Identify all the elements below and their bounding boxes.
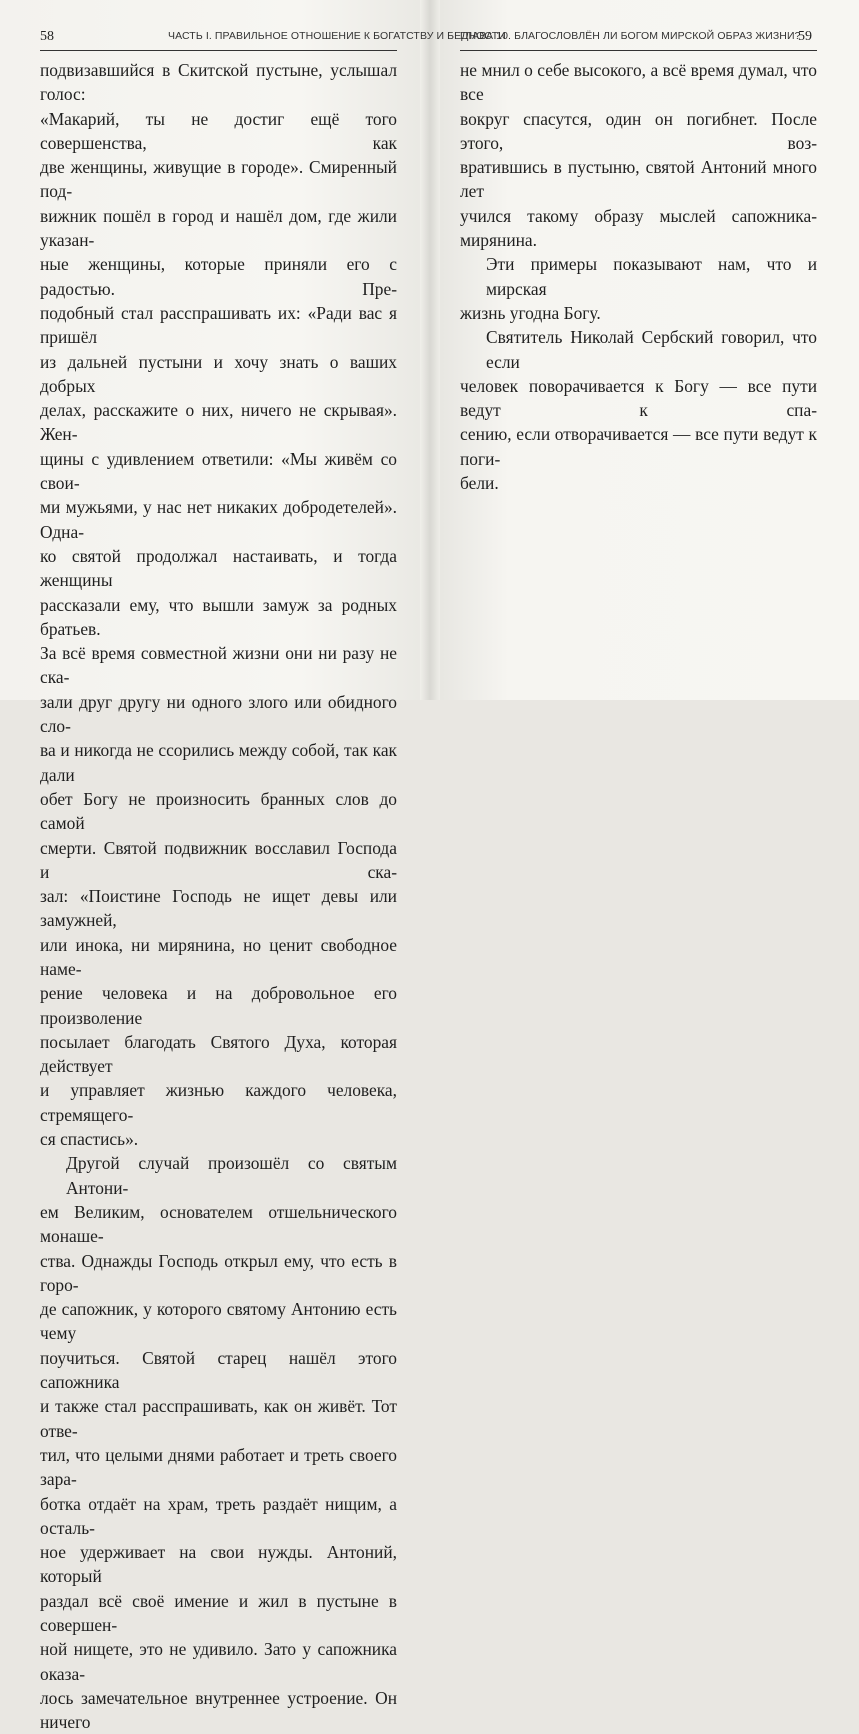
text-line: ко святой продолжал настаивать, и тогда женщины: [40, 545, 397, 591]
text-line: рение человека и на добровольное его произволение: [40, 983, 397, 1028]
text-line: делах, расскажите о них, ничего не скрывая». Жен-: [40, 400, 397, 445]
text-line: Другой случай произошёл со святым Антони-: [66, 1153, 397, 1198]
text-line: посылает благодать Святого Духа, которая действует: [40, 1031, 397, 1077]
text-line: раздал всё своё имение и жил в пустыне в совершен-: [40, 1590, 397, 1635]
text-line: сению, если отворачивается — все пути ведут к поги-: [460, 424, 817, 469]
text-line: За всё время совместной жизни они ни разу не ска-: [40, 643, 397, 688]
text-line: тил, что целыми днями работает и треть своего зара-: [40, 1444, 397, 1490]
left-running-header: ЧАСТЬ I. ПРАВИЛЬНОЕ ОТНОШЕНИЕ К БОГАТСТВУ И БЕДНОСТИ: [168, 30, 506, 42]
right-running-header: ГЛАВА 10. БЛАГОСЛОВЛЁН ЛИ БОГОМ МИРСКОЙ ОБРАЗ ЖИЗНИ?: [460, 30, 801, 42]
right-page-body: [460, 58, 817, 495]
book-gutter: [420, 0, 440, 700]
text-line: щины с удивлением ответили: «Мы живём со свои-: [40, 448, 397, 494]
text-line: учился такому образу мыслей сапожника-мирянина.: [460, 205, 817, 251]
left-page-body: [40, 58, 397, 1734]
text-line: подобный стал расспрашивать их: «Ради вас я пришёл: [40, 302, 397, 348]
text-line: вратившись в пустыню, святой Антоний много лет: [460, 157, 817, 202]
text-line: ва и никогда не ссорились между собой, так как дали: [40, 740, 397, 785]
text-line: Святитель Николай Сербский говорил, что если: [486, 327, 817, 372]
text-line: вокруг спасутся, один он погибнет. После этого, воз-: [460, 108, 817, 153]
text-line: ся спастись».: [40, 1129, 139, 1150]
text-line: и также стал расспрашивать, как он живёт. Тот отве-: [40, 1396, 397, 1441]
text-line: поучиться. Святой старец нашёл этого сапожника: [40, 1347, 397, 1393]
text-line: ные женщины, которые приняли его с радостью. Пре-: [40, 254, 397, 299]
text-line: человек поворачивается к Богу — все пути ведут к спа-: [460, 375, 817, 421]
text-line: не мнил о себе высокого, а всё время думал, что все: [460, 60, 817, 105]
text-line: две женщины, живущие в городе». Смиренный под-: [40, 157, 397, 202]
text-line: бели.: [460, 473, 499, 494]
text-line: ное удерживает на свои нужды. Антоний, который: [40, 1542, 397, 1587]
text-line: «Макарий, ты не достиг ещё того совершенства, как: [40, 108, 397, 153]
text-line: ми мужьями, у нас нет никаких добродетелей». Одна-: [40, 497, 397, 542]
text-line: жизнь угодна Богу.: [460, 302, 601, 323]
text-line: лось замечательное внутреннее устроение. Он ничего: [40, 1687, 397, 1733]
text-line: де сапожник, у которого святому Антонию есть чему: [40, 1299, 397, 1344]
text-line: подвизавшийся в Скитской пустыне, услышал голос:: [40, 60, 397, 105]
right-header-rule: [460, 50, 817, 51]
right-page-number: 59: [798, 29, 812, 44]
text-line: из дальней пустыни и хочу знать о ваших добрых: [40, 351, 397, 396]
text-line: или инока, ни мирянина, но ценит свободное наме-: [40, 934, 397, 979]
text-line: смерти. Святой подвижник восславил Господа и ска-: [40, 837, 397, 882]
text-line: зал: «Поистине Господь не ищет девы или замужней,: [40, 886, 397, 931]
text-line: и управляет жизнью каждого человека, стремящего-: [40, 1080, 397, 1125]
text-line: Эти примеры показывают нам, что и мирская: [486, 254, 817, 299]
text-line: обет Богу не произносить бранных слов до самой: [40, 788, 397, 834]
text-line: вижник пошёл в город и нашёл дом, где жили указан-: [40, 205, 397, 251]
text-line: рассказали ему, что вышли замуж за родных братьев.: [40, 594, 397, 639]
left-page-number: 58: [40, 29, 54, 44]
text-line: ства. Однажды Господь открыл ему, что есть в горо-: [40, 1250, 397, 1295]
text-line: ной нищете, это не удивило. Зато у сапожника оказа-: [40, 1639, 397, 1684]
text-line: ботка отдаёт на храм, треть раздаёт нищим, а осталь-: [40, 1493, 397, 1538]
left-header-rule: [40, 50, 397, 51]
text-line: зали друг другу ни одного злого или обидного сло-: [40, 691, 397, 737]
text-line: ем Великим, основателем отшельнического монаше-: [40, 1201, 397, 1247]
